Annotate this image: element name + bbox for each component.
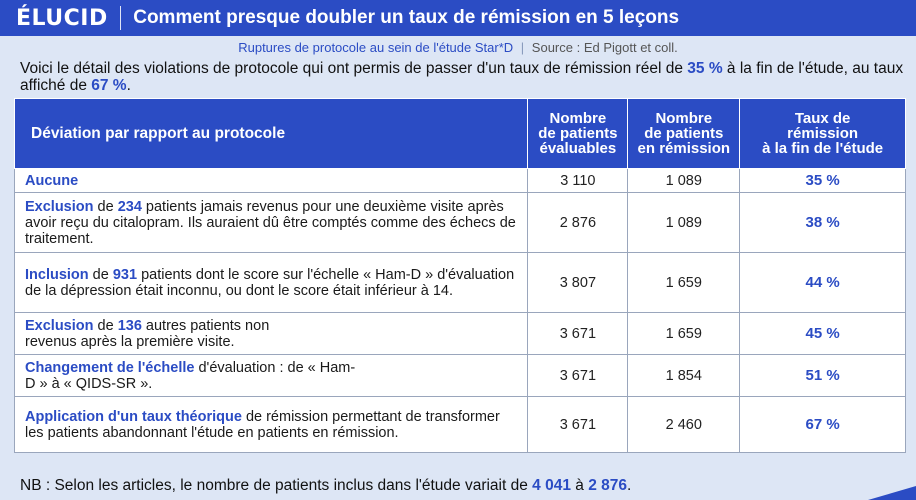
row-evaluables: 3 671: [528, 355, 628, 397]
intro-real-rate: 35 %: [687, 60, 723, 77]
header-line: Taux de: [794, 110, 851, 127]
table-row: [15, 169, 906, 193]
header-line: en rémission: [637, 140, 731, 157]
row-evaluables: 3 807: [528, 253, 628, 313]
row-description: [15, 193, 528, 253]
row-lead: Application d'un taux théorique: [25, 408, 242, 425]
footnote-text: .: [626, 477, 632, 494]
row-evaluables: 3 110: [528, 169, 628, 193]
footnote-text: à: [570, 477, 589, 494]
header-line: rémission: [787, 125, 859, 142]
row-rate: 51 %: [740, 355, 906, 397]
row-remission: 1 089: [628, 193, 740, 253]
row-remission: 1 659: [628, 253, 740, 313]
row-remission: 1 854: [628, 355, 740, 397]
footnote: [20, 477, 631, 495]
intro-text: à la fin de l'étude, au taux affiché de: [20, 60, 904, 94]
row-rate: 67 %: [740, 397, 906, 453]
table-row: [15, 253, 906, 313]
row-remission: 1 089: [628, 169, 740, 193]
subtitle-text: Ruptures de protocole au sein de l'étude Star*D: [238, 40, 514, 55]
table-header-row: [15, 99, 906, 169]
row-rate: 44 %: [740, 253, 906, 313]
elucid-logo[interactable]: ÉLUCID: [16, 5, 108, 31]
intro-displayed-rate: 67 %: [91, 77, 127, 94]
row-rate: 35 %: [740, 169, 906, 193]
row-description: [15, 253, 528, 313]
intro-text: .: [126, 77, 131, 94]
footnote-value: 2 876: [588, 477, 627, 494]
header-remission: [628, 99, 740, 169]
row-lead: Changement de l'échelle: [25, 359, 195, 376]
row-text: autres patients non revenus après la première visite.: [25, 317, 270, 350]
header-rate: [740, 99, 906, 169]
deviations-table: [14, 98, 906, 453]
footnote-text: NB : Selon les articles, le nombre de patients inclus dans l'étude variait de: [20, 477, 533, 494]
header-line: Nombre: [655, 110, 713, 127]
intro-text: Voici le détail des violations de protocole qui ont permis de passer d'un taux de rémission réel de: [20, 60, 688, 77]
row-description: [15, 313, 528, 355]
row-text: d'évaluation : de « Ham-D » à « QIDS-SR ».: [25, 359, 356, 392]
header-deviation: Déviation par rapport au protocole: [15, 99, 528, 169]
row-description: [15, 355, 528, 397]
row-text: de: [88, 266, 113, 283]
row-text: patients jamais revenus pour une deuxième visite après avoir reçu du citalopram. Ils auraient dû être comptés comme des échecs de traitement.: [25, 198, 516, 247]
header-line: Nombre: [549, 110, 607, 127]
row-evaluables: 3 671: [528, 313, 628, 355]
row-text: de: [93, 198, 118, 215]
row-remission: 1 659: [628, 313, 740, 355]
row-remission: 2 460: [628, 397, 740, 453]
row-count: 136: [117, 317, 142, 334]
footnote-value: 4 041: [532, 477, 571, 494]
row-lead: Exclusion: [25, 317, 94, 334]
row-rate: 38 %: [740, 193, 906, 253]
row-text: patients dont le score sur l'échelle « Ham-D » d'évaluation de la dépression était inconnu, ou dont le score était inférieur à 14.: [25, 266, 515, 299]
header-line: de patients: [538, 125, 618, 142]
row-lead: Inclusion: [25, 266, 89, 283]
row-lead: Exclusion: [25, 198, 94, 215]
row-description: [15, 397, 528, 453]
row-count: 234: [117, 198, 142, 215]
source-text: Source : Ed Pigott et coll.: [531, 40, 678, 55]
table-row: [15, 355, 906, 397]
table-row: [15, 313, 906, 355]
row-text: de rémission permettant de transformer les patients abandonnant l'étude en patients en rémission.: [25, 408, 500, 441]
header-bar: [0, 0, 916, 36]
row-rate: 45 %: [740, 313, 906, 355]
header-divider: [120, 6, 122, 30]
intro-paragraph: [20, 60, 910, 94]
header-line: de patients: [644, 125, 724, 142]
table-row: [15, 193, 906, 253]
table-row: [15, 397, 906, 453]
corner-decoration: [868, 486, 916, 500]
row-evaluables: 3 671: [528, 397, 628, 453]
row-text: de: [93, 317, 118, 334]
row-count: 931: [112, 266, 138, 283]
row-evaluables: 2 876: [528, 193, 628, 253]
subtitle: [0, 40, 916, 55]
row-lead: Aucune: [25, 172, 79, 189]
header-line: évaluables: [539, 140, 617, 157]
subtitle-separator: |: [520, 40, 525, 55]
row-description: [15, 169, 528, 193]
header-evaluables: [528, 99, 628, 169]
header-line: à la fin de l'étude: [762, 140, 884, 157]
page-title: Comment presque doubler un taux de rémission en 5 leçons: [133, 7, 680, 28]
